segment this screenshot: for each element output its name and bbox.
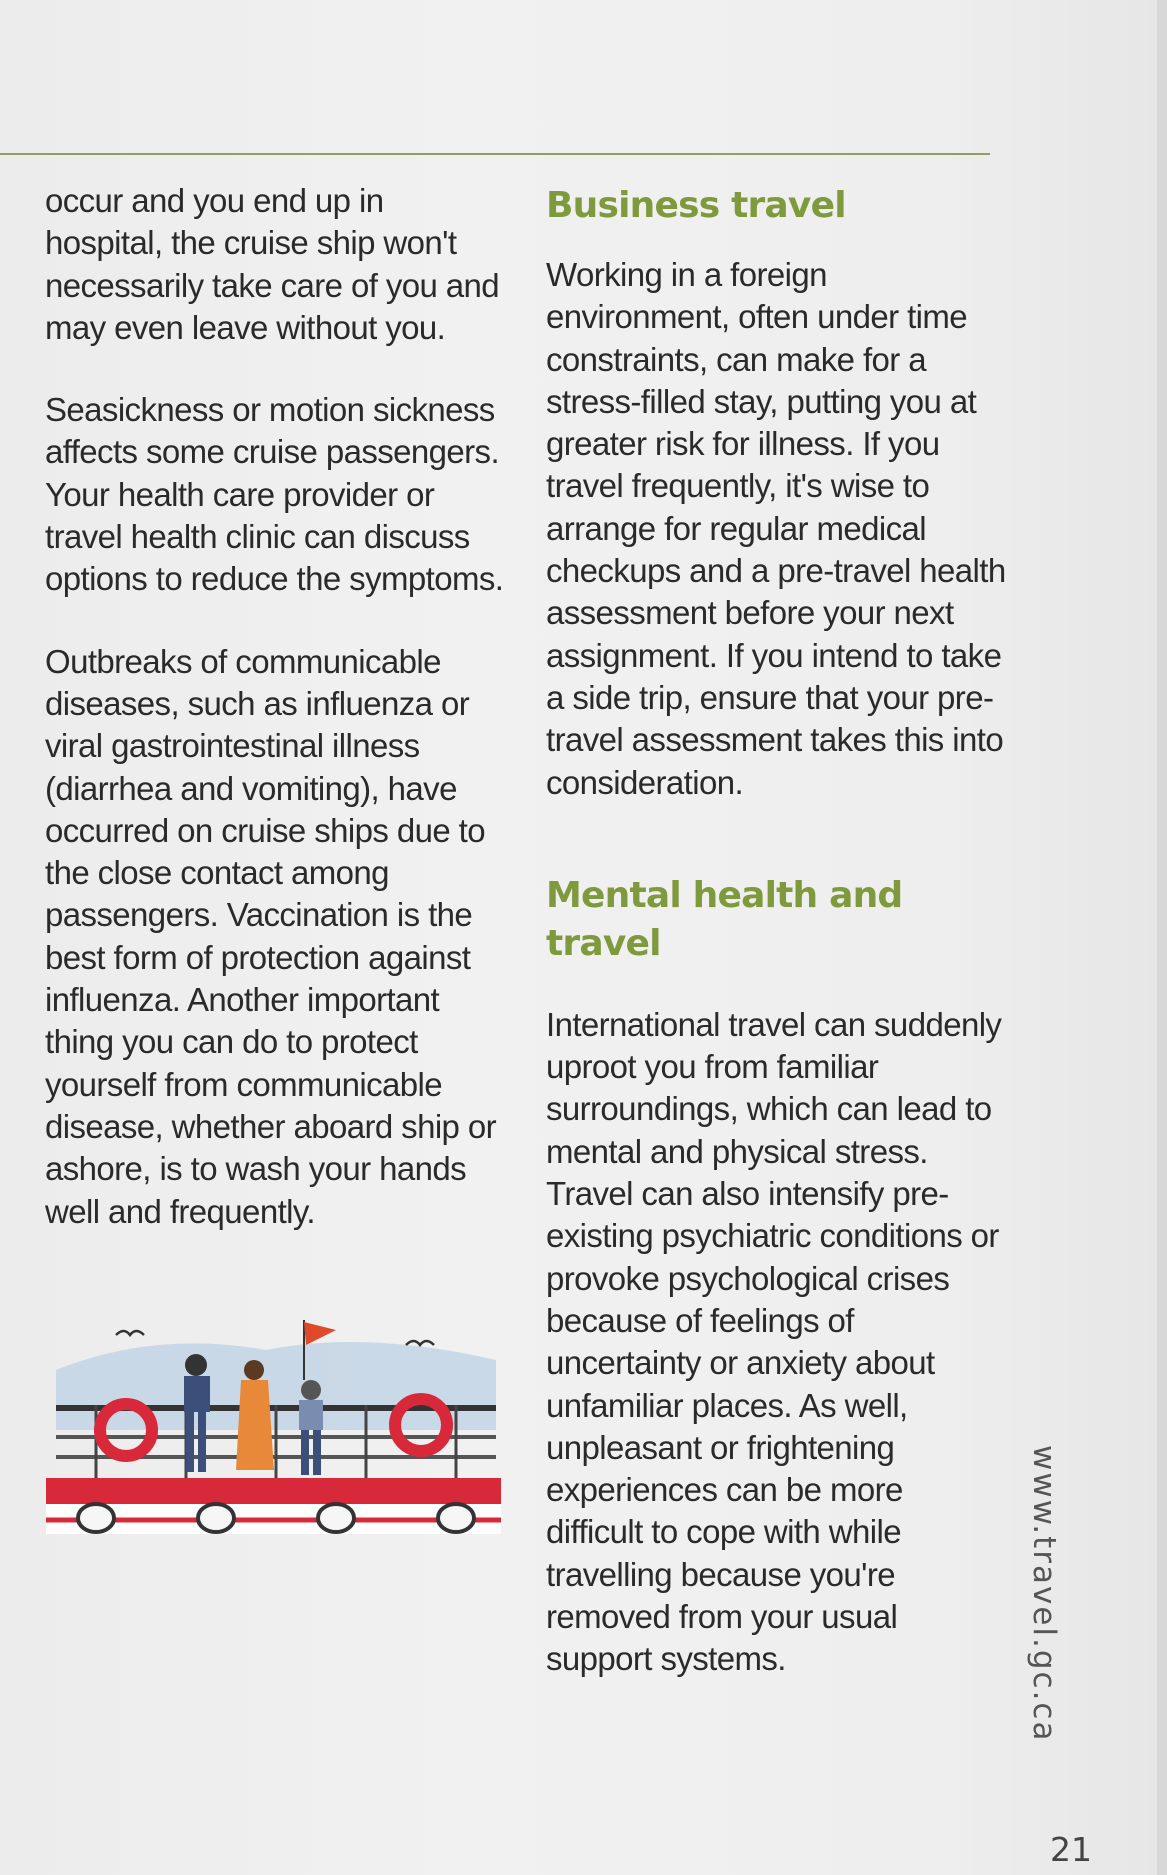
heading-mental-health: Mental health and travel: [546, 874, 903, 964]
page-edge: [1157, 0, 1167, 1875]
page-number: 21: [1050, 1830, 1092, 1869]
left-column: [45, 180, 505, 1233]
top-rule: [0, 153, 990, 155]
paragraph-business-travel: Working in a foreign environment, often under time constraints, can make for a stress-filled stay, putting you at greater risk for illness. If you travel frequently, it's wise to arrange for regular medical checkups and a pre-travel health assessment before your next assignment. If you intend to take a side trip, ensure that your pre-travel assessment takes this into consideration.: [546, 256, 1006, 801]
paragraph-hospital: occur and you end up in hospital, the cruise ship won't necessarily take care of you and may even leave without you.: [45, 182, 500, 346]
cruise-ship-illustration: [36, 1310, 506, 1540]
paragraph-mental-health: International travel can suddenly uproot you from familiar surroundings, which can lead to mental and physical stress. Travel can also intensify pre-existing psychiatric conditions or provoke psychological crises because of feelings of uncertainty or anxiety about unfamiliar places. As well, unpleasant or frightening experiences can be more difficult to cope with while travelling because you're removed from your usual support systems.: [546, 1005, 1002, 1678]
right-column: [546, 182, 1006, 1681]
side-url: www.travel.gc.ca: [1026, 1445, 1062, 1743]
heading-business-travel: Business travel: [546, 185, 846, 226]
paragraph-outbreaks: Outbreaks of communicable diseases, such as influenza or viral gastrointestinal illness (diarrhea and vomiting), have occurred on cruise ships due to the close contact among passengers. Vaccination is the best form of protection against influenza. Another important thing you can do to protect yourself from communicable disease, whether aboard ship or ashore, is to wash your hands well and frequently.: [45, 642, 497, 1230]
paragraph-seasickness: Seasickness or motion sickness affects some cruise passengers. Your health care provider or travel health clinic can discuss options to reduce the symptoms.: [45, 391, 504, 598]
